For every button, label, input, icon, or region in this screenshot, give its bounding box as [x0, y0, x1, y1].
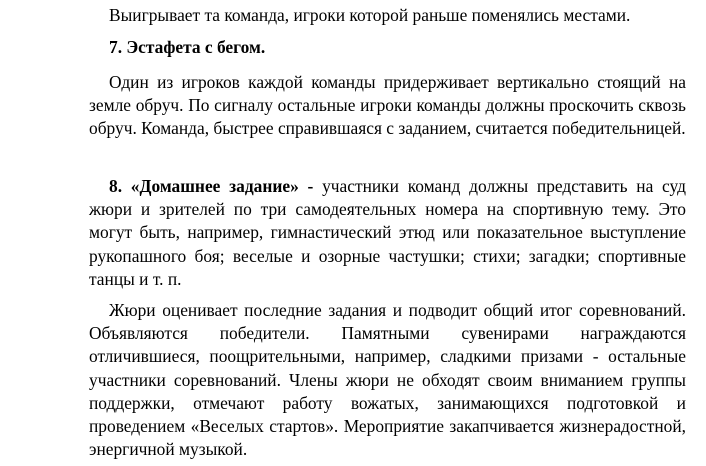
section-heading-homework: 8. «Домашнее задание» -: [109, 176, 314, 196]
paragraph-relay-race: Один из игроков каждой команды придерживает вертикально стоящий на земле обруч. По сигналу остальные игроки команды должны проскочить сквозь обруч. Команда, быстрее справившаяся с заданием, считается победительницей.: [89, 72, 686, 139]
section-heading-relay-race: 7. Эстафета с бегом.: [109, 37, 266, 57]
paragraph-jury-results: Жюри оценивает последние задания и подводит общий итог соревнований. Объявляются победители. Памятными сувенирами награждаются отличившиеся, поощрительными, например, сладкими призами - остальные участники соревнований. Члены жюри не обходят своим вниманием группы поддержки, отмечают работу вожатых, занимающихся подготовкой и проведением «Веселых стартов». Мероприятие закапчивается жизнерадостной, энергичной музыкой.: [89, 300, 686, 460]
paragraph-homework-text: участники команд должны представить на суд жюри и зрителей по три самодеятельных номера на спортивную тему. Это могут быть, например, гимнастический этюд или показательное выступление рукопашного боя; веселые и озорные частушки; стихи; загадки; спортивные танцы и т. п.: [89, 176, 686, 289]
paragraph-homework: [89, 175, 686, 291]
paragraph-winner-rule: Выигрывает та команда, игроки которой раньше поменялись местами.: [109, 5, 631, 25]
